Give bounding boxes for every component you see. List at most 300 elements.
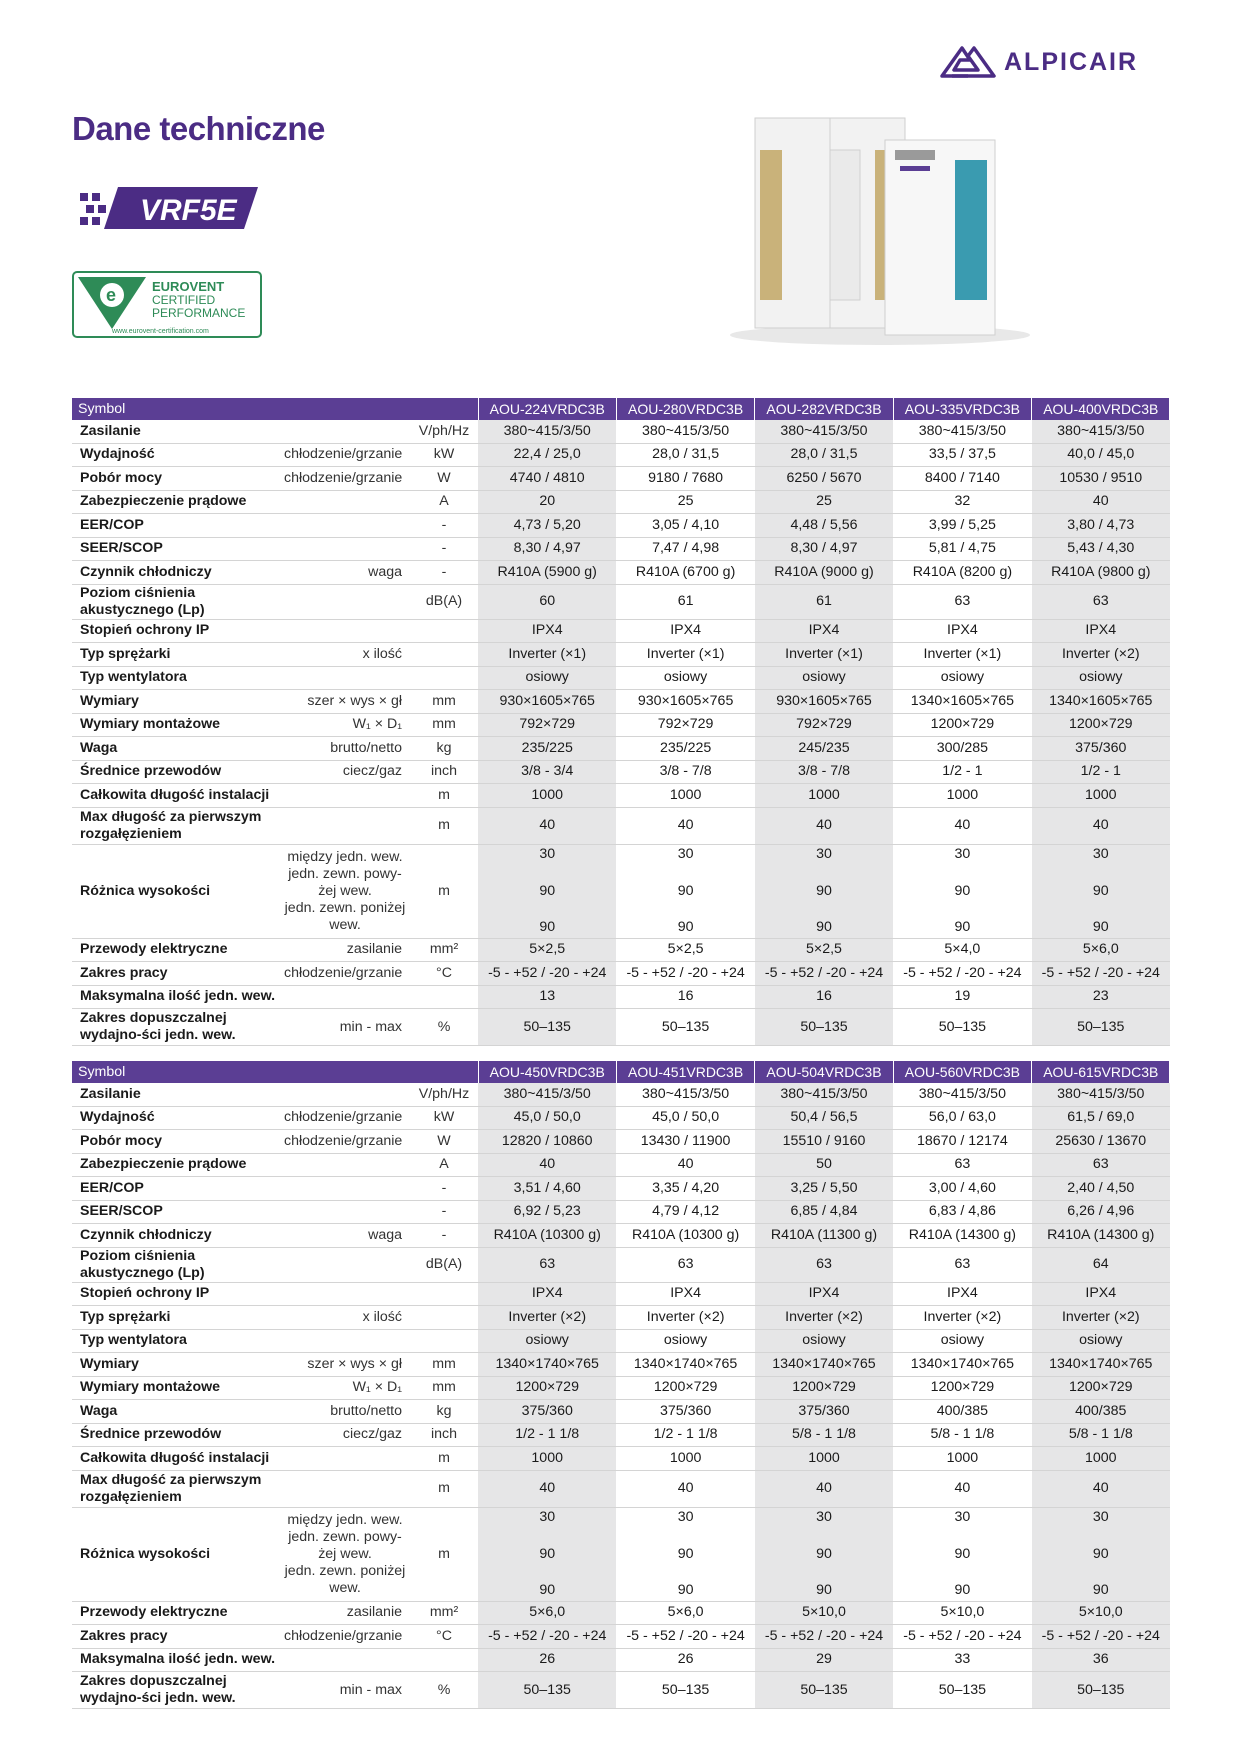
value-cell: 375/360 <box>478 1400 616 1424</box>
table-row <box>72 760 1170 784</box>
value-cell: Inverter (×1) <box>478 643 616 667</box>
row-label: Przewody elektryczne <box>72 938 280 962</box>
row-label: Wydajność <box>72 443 280 467</box>
table-row <box>72 666 1170 690</box>
value-cell: osiowy <box>893 1329 1031 1353</box>
row-sublabel <box>280 537 410 561</box>
row-sublabel: ciecz/gaz <box>280 760 410 784</box>
height-diff-value: 90 <box>1092 919 1109 935</box>
row-unit: m <box>410 784 478 808</box>
row-unit: kg <box>410 737 478 761</box>
row-unit <box>410 643 478 667</box>
height-diff-value: 90 <box>816 1582 832 1598</box>
row-unit <box>410 1648 478 1672</box>
row-sublabel: brutto/netto <box>280 1400 410 1424</box>
value-cell: 1000 <box>478 1447 616 1471</box>
height-diff-values <box>897 1509 1027 1599</box>
row-sublabel <box>280 1507 410 1601</box>
row-unit: kW <box>410 1106 478 1130</box>
value-cell: 50–135 <box>616 1672 754 1709</box>
value-cell: 375/360 <box>1032 737 1170 761</box>
value-cell <box>616 844 754 938</box>
table-row <box>72 619 1170 643</box>
value-cell: 1/2 - 1 <box>893 760 1031 784</box>
value-cell: 63 <box>1032 1153 1170 1177</box>
row-unit: - <box>410 537 478 561</box>
row-sublabel: chłodzenie/grzanie <box>280 1130 410 1154</box>
height-diff-value: 90 <box>677 1545 694 1562</box>
value-cell: IPX4 <box>1032 1282 1170 1306</box>
value-cell: osiowy <box>478 666 616 690</box>
table-row <box>72 1400 1170 1424</box>
value-cell: 63 <box>755 1247 893 1282</box>
table-row <box>72 643 1170 667</box>
height-diff-value: 90 <box>1092 1582 1109 1598</box>
value-cell: 5×2,5 <box>616 938 754 962</box>
height-diff-value: 30 <box>816 1509 832 1525</box>
value-cell: R410A (10300 g) <box>616 1224 754 1248</box>
value-cell: -5 - +52 / -20 - +24 <box>1032 962 1170 986</box>
row-unit <box>410 666 478 690</box>
value-cell: 50–135 <box>478 1009 616 1046</box>
table-row <box>72 1470 1170 1507</box>
value-cell <box>755 1507 893 1601</box>
row-label: EER/COP <box>72 1177 280 1201</box>
value-cell: 1200×729 <box>893 1376 1031 1400</box>
height-diff-values <box>482 846 612 936</box>
row-sublabel <box>280 420 410 443</box>
value-cell: 3,35 / 4,20 <box>616 1177 754 1201</box>
value-cell: 64 <box>1032 1247 1170 1282</box>
row-sublabel <box>280 985 410 1009</box>
value-cell: 13430 / 11900 <box>616 1130 754 1154</box>
value-cell: R410A (9000 g) <box>755 561 893 585</box>
row-label: Średnice przewodów <box>72 760 280 784</box>
value-cell: 6,83 / 4,86 <box>893 1200 1031 1224</box>
value-cell: 50–135 <box>616 1009 754 1046</box>
value-cell: osiowy <box>755 1329 893 1353</box>
row-sublabel <box>280 1247 410 1282</box>
value-cell: 1200×729 <box>755 1376 893 1400</box>
value-cell: 61,5 / 69,0 <box>1032 1106 1170 1130</box>
table-row <box>72 1353 1170 1377</box>
value-cell: 1200×729 <box>1032 1376 1170 1400</box>
row-sublabel: zasilanie <box>280 1601 410 1625</box>
table-row <box>72 1601 1170 1625</box>
height-diff-value: 90 <box>539 882 556 899</box>
value-cell: 61 <box>755 584 893 619</box>
row-sublabel <box>280 514 410 538</box>
value-cell: 930×1605×765 <box>755 690 893 714</box>
table-row <box>72 1224 1170 1248</box>
value-cell: 40,0 / 45,0 <box>1032 443 1170 467</box>
row-unit: A <box>410 1153 478 1177</box>
row-label: Wymiary montażowe <box>72 713 280 737</box>
value-cell: 33 <box>893 1648 1031 1672</box>
row-label: EER/COP <box>72 514 280 538</box>
value-cell: 61 <box>616 584 754 619</box>
value-cell: 40 <box>478 1470 616 1507</box>
value-cell: 36 <box>1032 1648 1170 1672</box>
value-cell: 1000 <box>893 1447 1031 1471</box>
value-cell: 1340×1605×765 <box>893 690 1031 714</box>
row-sublabel <box>280 1083 410 1106</box>
value-cell: 45,0 / 50,0 <box>616 1106 754 1130</box>
value-cell: Inverter (×2) <box>616 1306 754 1330</box>
row-unit: % <box>410 1672 478 1709</box>
value-cell: 22,4 / 25,0 <box>478 443 616 467</box>
value-cell: 1200×729 <box>616 1376 754 1400</box>
height-diff-sublabel: między jedn. wew. <box>287 848 403 865</box>
value-cell: 1000 <box>755 1447 893 1471</box>
value-cell: 5,81 / 4,75 <box>893 537 1031 561</box>
row-label: Stopień ochrony IP <box>72 1282 280 1306</box>
table-row <box>72 561 1170 585</box>
value-cell: IPX4 <box>478 619 616 643</box>
value-cell: 3,99 / 5,25 <box>893 514 1031 538</box>
row-label: Poziom ciśnienia akustycznego (Lp) <box>72 584 280 619</box>
row-label: Wymiary montażowe <box>72 1376 280 1400</box>
table-row <box>72 1672 1170 1709</box>
height-diff-values <box>759 846 889 936</box>
row-sublabel: chłodzenie/grzanie <box>280 962 410 986</box>
value-cell: 1000 <box>755 784 893 808</box>
value-cell: 3,51 / 4,60 <box>478 1177 616 1201</box>
value-cell: -5 - +52 / -20 - +24 <box>616 1625 754 1649</box>
value-cell: Inverter (×2) <box>1032 643 1170 667</box>
value-cell: 3/8 - 7/8 <box>616 760 754 784</box>
height-diff-sublabel: jedn. zewn. powy-żej wew. <box>288 865 402 899</box>
value-cell: 380~415/3/50 <box>1032 1083 1170 1106</box>
row-label: Wydajność <box>72 1106 280 1130</box>
value-cell: 63 <box>1032 584 1170 619</box>
row-unit: °C <box>410 1625 478 1649</box>
row-label: Waga <box>72 737 280 761</box>
value-cell: 4740 / 4810 <box>478 467 616 491</box>
model-header: AOU-504VRDC3B <box>755 1061 893 1083</box>
value-cell <box>893 844 1031 938</box>
row-sublabel <box>280 784 410 808</box>
height-diff-sublabels <box>284 1512 406 1597</box>
row-label: Waga <box>72 1400 280 1424</box>
table-header-row <box>72 1061 1170 1083</box>
model-header: AOU-400VRDC3B <box>1032 398 1170 420</box>
height-diff-value: 90 <box>816 882 832 899</box>
model-header: AOU-335VRDC3B <box>893 398 1031 420</box>
value-cell <box>616 1507 754 1601</box>
row-sublabel: szer × wys × gł <box>280 1353 410 1377</box>
value-cell: 380~415/3/50 <box>616 420 754 443</box>
value-cell: 50–135 <box>478 1672 616 1709</box>
row-unit: kg <box>410 1400 478 1424</box>
value-cell: IPX4 <box>1032 619 1170 643</box>
value-cell: 25630 / 13670 <box>1032 1130 1170 1154</box>
table-row <box>72 584 1170 619</box>
model-header: AOU-451VRDC3B <box>616 1061 754 1083</box>
row-sublabel <box>280 844 410 938</box>
value-cell: 26 <box>616 1648 754 1672</box>
row-unit <box>410 985 478 1009</box>
value-cell: 5/8 - 1 1/8 <box>755 1423 893 1447</box>
value-cell: 40 <box>616 1153 754 1177</box>
table-row <box>72 938 1170 962</box>
eurovent-badge <box>72 271 262 338</box>
value-cell: 33,5 / 37,5 <box>893 443 1031 467</box>
height-diff-value: 30 <box>677 846 694 862</box>
value-cell: 380~415/3/50 <box>478 420 616 443</box>
row-sublabel: chłodzenie/grzanie <box>280 443 410 467</box>
row-label: Pobór mocy <box>72 467 280 491</box>
value-cell: 375/360 <box>755 1400 893 1424</box>
height-diff-values <box>1036 1509 1166 1599</box>
value-cell: 5×10,0 <box>755 1601 893 1625</box>
value-cell: 16 <box>616 985 754 1009</box>
value-cell: 20 <box>478 490 616 514</box>
height-diff-value: 30 <box>1092 1509 1109 1525</box>
value-cell: 1000 <box>616 1447 754 1471</box>
value-cell: 40 <box>478 1153 616 1177</box>
value-cell: 5×4,0 <box>893 938 1031 962</box>
row-unit: mm² <box>410 938 478 962</box>
value-cell: 2,40 / 4,50 <box>1032 1177 1170 1201</box>
value-cell: 7,47 / 4,98 <box>616 537 754 561</box>
value-cell: 18670 / 12174 <box>893 1130 1031 1154</box>
page-title: Dane techniczne <box>72 110 325 147</box>
row-sublabel <box>280 619 410 643</box>
value-cell: 5×2,5 <box>755 938 893 962</box>
value-cell: 50–135 <box>1032 1009 1170 1046</box>
row-label: Czynnik chłodniczy <box>72 1224 280 1248</box>
value-cell: 1/2 - 1 <box>1032 760 1170 784</box>
row-unit <box>410 1306 478 1330</box>
value-cell: 40 <box>893 1470 1031 1507</box>
row-label: Całkowita długość instalacji <box>72 784 280 808</box>
value-cell: 245/235 <box>755 737 893 761</box>
value-cell: 1000 <box>893 784 1031 808</box>
model-header: AOU-560VRDC3B <box>893 1061 1031 1083</box>
table-row <box>72 1423 1170 1447</box>
value-cell: osiowy <box>616 1329 754 1353</box>
value-cell: Inverter (×2) <box>893 1306 1031 1330</box>
row-unit: W <box>410 467 478 491</box>
row-label: Różnica wysokości <box>72 1507 280 1601</box>
symbol-header: Symbol <box>72 1061 478 1083</box>
height-diff-value: 30 <box>677 1509 694 1525</box>
row-sublabel: x ilość <box>280 643 410 667</box>
value-cell: R410A (10300 g) <box>478 1224 616 1248</box>
value-cell: 25 <box>755 490 893 514</box>
value-cell: 60 <box>478 584 616 619</box>
row-sublabel: zasilanie <box>280 938 410 962</box>
row-label: Max długość za pierwszym rozgałęzieniem <box>72 1470 280 1507</box>
height-diff-sublabels <box>284 849 406 934</box>
value-cell: 50–135 <box>893 1009 1031 1046</box>
height-diff-sublabel: jedn. zewn. powy-żej wew. <box>288 1528 402 1562</box>
svg-text:e: e <box>106 285 117 305</box>
row-sublabel: min - max <box>280 1672 410 1709</box>
value-cell: 4,79 / 4,12 <box>616 1200 754 1224</box>
row-unit: - <box>410 561 478 585</box>
value-cell: 380~415/3/50 <box>478 1083 616 1106</box>
row-unit: inch <box>410 760 478 784</box>
value-cell: 1340×1605×765 <box>1032 690 1170 714</box>
row-unit: dB(A) <box>410 584 478 619</box>
value-cell: -5 - +52 / -20 - +24 <box>755 962 893 986</box>
value-cell: -5 - +52 / -20 - +24 <box>616 962 754 986</box>
value-cell: R410A (11300 g) <box>755 1224 893 1248</box>
vrf5e-badge <box>78 183 258 233</box>
value-cell: osiowy <box>1032 666 1170 690</box>
height-diff-values <box>897 846 1027 936</box>
table-row <box>72 962 1170 986</box>
value-cell: 1340×1740×765 <box>616 1353 754 1377</box>
row-unit: mm <box>410 690 478 714</box>
value-cell: 50 <box>755 1153 893 1177</box>
value-cell: 63 <box>478 1247 616 1282</box>
height-diff-values <box>482 1509 612 1599</box>
value-cell <box>1032 1507 1170 1601</box>
value-cell: 1340×1740×765 <box>478 1353 616 1377</box>
height-diff-value: 90 <box>1092 882 1109 899</box>
table-row <box>72 844 1170 938</box>
row-sublabel <box>280 1282 410 1306</box>
value-cell: 3,25 / 5,50 <box>755 1177 893 1201</box>
value-cell: Inverter (×2) <box>755 1306 893 1330</box>
table-row <box>72 514 1170 538</box>
value-cell: 40 <box>1032 490 1170 514</box>
row-unit <box>410 619 478 643</box>
value-cell: 792×729 <box>478 713 616 737</box>
row-label: Poziom ciśnienia akustycznego (Lp) <box>72 1247 280 1282</box>
row-label: Zakres dopuszczalnej wydajno-ści jedn. wew. <box>72 1672 280 1709</box>
value-cell: osiowy <box>893 666 1031 690</box>
vrf5e-text: VRF5E <box>140 194 237 227</box>
value-cell <box>478 1507 616 1601</box>
value-cell: 63 <box>893 584 1031 619</box>
table-row <box>72 737 1170 761</box>
row-label: Typ wentylatora <box>72 666 280 690</box>
height-diff-values <box>620 1509 750 1599</box>
row-sublabel <box>280 1470 410 1507</box>
value-cell: 5×10,0 <box>1032 1601 1170 1625</box>
height-diff-value: 30 <box>539 846 556 862</box>
value-cell: 1000 <box>616 784 754 808</box>
row-unit: m <box>410 807 478 844</box>
table-row <box>72 443 1170 467</box>
value-cell: 40 <box>893 807 1031 844</box>
height-diff-values <box>620 846 750 936</box>
row-unit: m <box>410 1470 478 1507</box>
height-diff-value: 90 <box>539 1582 556 1598</box>
table-row <box>72 784 1170 808</box>
height-diff-value: 90 <box>677 882 694 899</box>
value-cell: 235/225 <box>478 737 616 761</box>
value-cell: osiowy <box>755 666 893 690</box>
table-row <box>72 1625 1170 1649</box>
value-cell: IPX4 <box>893 619 1031 643</box>
row-unit <box>410 1329 478 1353</box>
value-cell: 40 <box>755 1470 893 1507</box>
row-label: Zakres dopuszczalnej wydajno-ści jedn. wew. <box>72 1009 280 1046</box>
outdoor-units-image <box>715 110 1045 350</box>
value-cell: 5×6,0 <box>1032 938 1170 962</box>
table-row <box>72 537 1170 561</box>
value-cell: 5,43 / 4,30 <box>1032 537 1170 561</box>
value-cell: 6,85 / 4,84 <box>755 1200 893 1224</box>
value-cell: IPX4 <box>893 1282 1031 1306</box>
value-cell: 28,0 / 31,5 <box>616 443 754 467</box>
table-row <box>72 1106 1170 1130</box>
row-unit: mm <box>410 713 478 737</box>
value-cell <box>893 1507 1031 1601</box>
row-label: Maksymalna ilość jedn. wew. <box>72 985 280 1009</box>
row-sublabel <box>280 807 410 844</box>
height-diff-sublabel: między jedn. wew. <box>287 1511 403 1528</box>
value-cell: Inverter (×1) <box>755 643 893 667</box>
row-label: Średnice przewodów <box>72 1423 280 1447</box>
row-sublabel: chłodzenie/grzanie <box>280 467 410 491</box>
value-cell: 23 <box>1032 985 1170 1009</box>
model-header: AOU-224VRDC3B <box>478 398 616 420</box>
value-cell: 19 <box>893 985 1031 1009</box>
value-cell: 300/285 <box>893 737 1031 761</box>
value-cell: 40 <box>478 807 616 844</box>
value-cell: 380~415/3/50 <box>616 1083 754 1106</box>
value-cell: 792×729 <box>755 713 893 737</box>
value-cell: 375/360 <box>616 1400 754 1424</box>
height-diff-value: 30 <box>816 846 832 862</box>
value-cell: -5 - +52 / -20 - +24 <box>478 1625 616 1649</box>
eurovent-line1: EUROVENT <box>152 279 225 294</box>
value-cell: 1340×1740×765 <box>893 1353 1031 1377</box>
table-row <box>72 1130 1170 1154</box>
table-row <box>72 1648 1170 1672</box>
value-cell: 1/2 - 1 1/8 <box>616 1423 754 1447</box>
value-cell: 8,30 / 4,97 <box>478 537 616 561</box>
row-label: Różnica wysokości <box>72 844 280 938</box>
value-cell: 32 <box>893 490 1031 514</box>
row-label: Przewody elektryczne <box>72 1601 280 1625</box>
value-cell: 45,0 / 50,0 <box>478 1106 616 1130</box>
value-cell: 8400 / 7140 <box>893 467 1031 491</box>
value-cell: 5/8 - 1 1/8 <box>893 1423 1031 1447</box>
value-cell: 1000 <box>1032 1447 1170 1471</box>
height-diff-value: 90 <box>816 1545 832 1562</box>
value-cell: 3,80 / 4,73 <box>1032 514 1170 538</box>
value-cell: 380~415/3/50 <box>893 420 1031 443</box>
value-cell: 3,00 / 4,60 <box>893 1177 1031 1201</box>
row-label: Zabezpieczenie prądowe <box>72 1153 280 1177</box>
value-cell: 29 <box>755 1648 893 1672</box>
height-diff-value: 30 <box>954 1509 971 1525</box>
row-label: Typ wentylatora <box>72 1329 280 1353</box>
row-unit: m <box>410 1507 478 1601</box>
value-cell: 1000 <box>478 784 616 808</box>
value-cell: 400/385 <box>1032 1400 1170 1424</box>
value-cell: 380~415/3/50 <box>755 420 893 443</box>
row-unit: % <box>410 1009 478 1046</box>
value-cell: -5 - +52 / -20 - +24 <box>478 962 616 986</box>
table-row <box>72 1447 1170 1471</box>
height-diff-value: 30 <box>954 846 971 862</box>
value-cell: 40 <box>755 807 893 844</box>
table-row <box>72 1329 1170 1353</box>
table-row <box>72 1376 1170 1400</box>
row-sublabel <box>280 1648 410 1672</box>
value-cell: 6250 / 5670 <box>755 467 893 491</box>
value-cell: 3,05 / 4,10 <box>616 514 754 538</box>
table-row <box>72 1282 1170 1306</box>
